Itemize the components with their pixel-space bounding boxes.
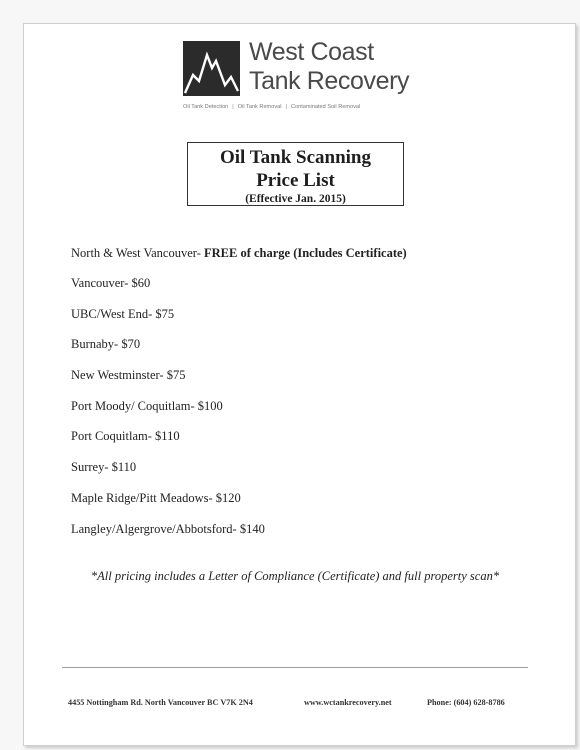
footer-address: 4455 Nottingham Rd. North Vancouver BC V7K 2N4	[68, 698, 253, 707]
area-label: Maple Ridge/Pitt Meadows-	[71, 491, 213, 505]
price-value: $110	[155, 429, 180, 443]
document-page	[23, 23, 576, 746]
price-row-langley-aldergrove-abbotsford	[71, 522, 265, 537]
service-oil-tank-detection: Oil Tank Detection	[183, 104, 229, 110]
company-name	[249, 38, 409, 96]
title-line2: Price List	[256, 170, 335, 191]
price-value: FREE of charge (Includes Certificate)	[203, 246, 407, 260]
price-row-vancouver	[71, 276, 150, 291]
area-label: Burnaby-	[71, 337, 119, 351]
area-label: UBC/West End-	[71, 307, 153, 321]
title-line1: Oil Tank Scanning	[219, 147, 372, 168]
area-label: Port Coquitlam-	[71, 429, 152, 443]
service-separator: |	[232, 104, 234, 110]
footer-website[interactable]: www.wctankrecovery.net	[304, 698, 392, 707]
area-label: Langley/Algergrove/Abbotsford-	[71, 522, 237, 536]
price-row-surrey	[71, 460, 136, 475]
price-value: $70	[121, 337, 141, 351]
price-value: $110	[111, 460, 137, 474]
price-value: $75	[166, 368, 186, 382]
price-value: $140	[239, 522, 265, 536]
price-row-ubc-west-end	[71, 307, 174, 322]
area-label: Surrey-	[71, 460, 109, 474]
price-value: $100	[197, 399, 223, 413]
price-value: $120	[215, 491, 241, 505]
price-row-port-coquitlam	[71, 429, 180, 444]
area-label: North & West Vancouver-	[71, 246, 201, 260]
price-row-north-west-vancouver	[71, 246, 407, 261]
effective-date: (Effective Jan. 2015)	[245, 193, 346, 205]
price-row-port-moody-coquitlam	[71, 399, 223, 414]
pricing-note: *All pricing includes a Letter of Compliance (Certificate) and full property scan*	[90, 569, 500, 583]
price-list-title-box	[187, 142, 404, 206]
company-services	[183, 104, 428, 110]
footer-divider	[62, 667, 528, 668]
service-separator: |	[285, 104, 287, 110]
area-label: Port Moody/ Coquitlam-	[71, 399, 195, 413]
footer-phone: Phone: (604) 628-8786	[427, 698, 505, 707]
company-name-line2: Tank Recovery	[249, 67, 410, 95]
area-label: New Westminster-	[71, 368, 164, 382]
service-contaminated-soil-removal: Contaminated Soil Removal	[290, 104, 361, 110]
company-name-line1: West Coast	[249, 38, 374, 66]
price-value: $75	[155, 307, 175, 321]
price-value: $60	[131, 276, 151, 290]
price-row-new-westminster	[71, 368, 185, 383]
price-row-burnaby	[71, 337, 140, 352]
area-label: Vancouver-	[71, 276, 129, 290]
company-logo	[183, 38, 428, 110]
service-oil-tank-removal: Oil Tank Removal	[237, 104, 282, 110]
mountain-logo-icon	[183, 41, 240, 96]
price-row-maple-ridge-pitt-meadows	[71, 491, 241, 506]
